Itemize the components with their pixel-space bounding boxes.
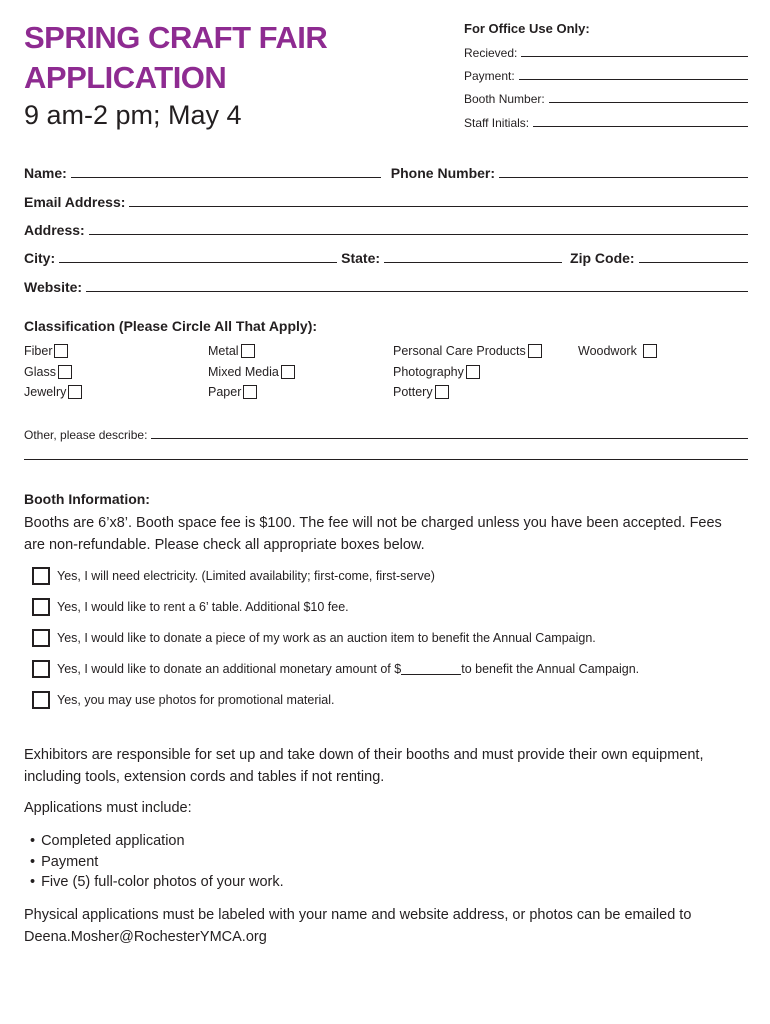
classification-heading: Classification (Please Circle All That Apply): <box>24 318 318 334</box>
photos-checkbox[interactable] <box>32 691 50 709</box>
class-metal-checkbox[interactable] <box>241 344 255 358</box>
phone-label: Phone Number: <box>390 165 496 181</box>
electricity-checkbox[interactable] <box>32 567 50 585</box>
donation-label-pre: Yes, I would like to donate an additional monetary amount of $ <box>57 662 402 676</box>
table-checkbox[interactable] <box>32 598 50 616</box>
exhibitors-note: Exhibitors are responsible for set up and take down of their booths and must provide their own equipment, including tools, extension cords and tables if not renting. <box>24 747 704 785</box>
auction-checkbox[interactable] <box>32 629 50 647</box>
list-item: • Payment <box>30 852 284 873</box>
office-use-heading: For Office Use Only: <box>464 21 590 36</box>
option-table[interactable] <box>32 596 349 618</box>
class-photography[interactable] <box>393 363 480 381</box>
address-row <box>24 218 748 238</box>
donation-amount-field[interactable] <box>401 664 461 675</box>
office-received-line[interactable] <box>521 56 748 57</box>
class-woodwork[interactable] <box>578 342 657 360</box>
class-jewelry-checkbox[interactable] <box>68 385 82 399</box>
address-field[interactable] <box>89 234 748 235</box>
website-field[interactable] <box>86 291 748 292</box>
class-photography-label: Photography <box>393 365 464 379</box>
address-label: Address: <box>24 222 85 238</box>
class-mixed-media[interactable] <box>208 363 295 381</box>
option-photos[interactable] <box>32 689 334 711</box>
class-pottery[interactable] <box>393 383 449 401</box>
option-auction[interactable] <box>32 627 596 649</box>
requirements-list <box>30 831 284 893</box>
class-fiber-checkbox[interactable] <box>54 344 68 358</box>
class-paper-label: Paper <box>208 385 242 399</box>
electricity-label: Yes, I will need electricity. (Limited availability; first-come, first-serve) <box>57 569 435 583</box>
class-woodwork-checkbox[interactable] <box>643 344 657 358</box>
website-label: Website: <box>24 279 83 295</box>
form-title-line2: APPLICATION <box>24 60 227 95</box>
class-fiber-label: Fiber <box>24 344 53 358</box>
name-field[interactable] <box>71 177 381 178</box>
donation-label-post: to benefit the Annual Campaign. <box>461 662 640 676</box>
class-metal[interactable] <box>208 342 255 360</box>
office-staff-initials-label: Staff Initials: <box>464 116 530 130</box>
list-item: • Completed application <box>30 831 284 852</box>
class-glass-label: Glass <box>24 365 56 379</box>
class-fiber[interactable] <box>24 342 68 360</box>
class-photography-checkbox[interactable] <box>466 365 480 379</box>
class-mixed-media-checkbox[interactable] <box>281 365 295 379</box>
office-payment-label: Payment: <box>464 69 515 83</box>
state-field[interactable] <box>384 262 562 263</box>
table-label: Yes, I would like to rent a 6’ table. Additional $10 fee. <box>57 600 349 614</box>
list-item: • Five (5) full-color photos of your work. <box>30 872 284 893</box>
class-metal-label: Metal <box>208 344 239 358</box>
email-field[interactable] <box>129 206 748 207</box>
office-received-label: Recieved: <box>464 46 518 60</box>
zip-field[interactable] <box>639 262 748 263</box>
photos-label: Yes, you may use photos for promotional material. <box>57 693 335 707</box>
event-time-date: 9 am-2 pm; May 4 <box>24 100 242 130</box>
class-pottery-label: Pottery <box>393 385 433 399</box>
class-glass[interactable] <box>24 363 72 381</box>
class-personal-care-checkbox[interactable] <box>528 344 542 358</box>
option-donation[interactable] <box>32 658 639 680</box>
city-label: City: <box>24 250 56 266</box>
class-jewelry[interactable] <box>24 383 82 401</box>
auction-label: Yes, I would like to donate a piece of my work as an auction item to benefit the Annual Campaign. <box>57 631 596 645</box>
email-row <box>24 190 748 210</box>
email-label: Email Address: <box>24 194 126 210</box>
office-staff-initials-field[interactable] <box>464 112 748 130</box>
class-personal-care-label: Personal Care Products <box>393 344 526 358</box>
office-staff-initials-line[interactable] <box>533 126 748 127</box>
option-electricity[interactable] <box>32 565 435 587</box>
zip-label: Zip Code: <box>570 250 635 266</box>
name-phone-row <box>24 161 748 181</box>
website-row <box>24 275 748 295</box>
class-pottery-checkbox[interactable] <box>435 385 449 399</box>
booth-info-heading: Booth Information: <box>24 491 150 507</box>
city-field[interactable] <box>59 262 337 263</box>
physical-applications-note: Physical applications must be labeled with your name and website address, or photos can be emailed to Deena.Mosher@RochesterYMCA.org <box>24 907 692 945</box>
donation-checkbox[interactable] <box>32 660 50 678</box>
office-payment-field[interactable] <box>464 65 748 83</box>
class-woodwork-label: Woodwork <box>578 344 637 358</box>
class-mixed-media-label: Mixed Media <box>208 365 279 379</box>
class-personal-care[interactable] <box>393 342 542 360</box>
other-describe-row <box>24 424 748 442</box>
city-state-zip-row <box>24 246 748 266</box>
state-label: State: <box>341 250 381 266</box>
booth-info-description: Booths are 6’x8’. Booth space fee is $100. The fee will not be charged unless you have been accepted. Fees are non-refundable. Please check all appropriate boxes below. <box>24 515 722 553</box>
office-booth-number-label: Booth Number: <box>464 92 545 106</box>
class-paper[interactable] <box>208 383 257 401</box>
office-booth-number-field[interactable] <box>464 88 748 106</box>
must-include-heading: Applications must include: <box>24 800 192 816</box>
class-jewelry-label: Jewelry <box>24 385 67 399</box>
office-payment-line[interactable] <box>519 79 748 80</box>
other-describe-field[interactable] <box>151 438 748 439</box>
form-title-line1: SPRING CRAFT FAIR <box>24 20 328 55</box>
phone-field[interactable] <box>499 177 748 178</box>
name-label: Name: <box>24 165 67 181</box>
office-received-field[interactable] <box>464 42 748 60</box>
class-paper-checkbox[interactable] <box>243 385 257 399</box>
other-describe-label: Other, please describe: <box>24 428 148 442</box>
other-describe-line-2[interactable] <box>24 459 748 460</box>
class-glass-checkbox[interactable] <box>58 365 72 379</box>
office-booth-number-line[interactable] <box>549 102 748 103</box>
